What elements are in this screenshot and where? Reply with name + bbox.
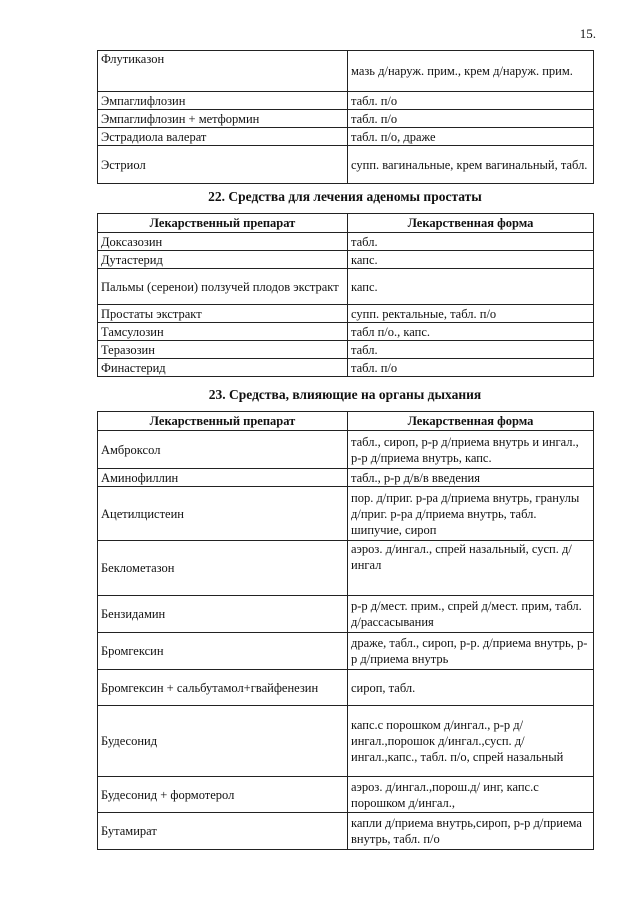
drug-form: пор. д/приг. р-ра д/приема внутрь, гранулы д/приг. р-ра д/приема внутрь, табл. шипучие, сироп — [348, 487, 594, 541]
drug-name: Финастерид — [98, 359, 348, 377]
drug-form: р-р д/мест. прим., спрей д/мест. прим, табл. д/рассасывания — [348, 596, 594, 633]
table-row — [98, 670, 594, 706]
drug-form: капс.с порошком д/ингал., р-р д/ингал.,порошок д/ингал.,сусп. д/ингал.,капс., табл. п/о, спрей назальный — [348, 706, 594, 777]
table-header-row — [98, 214, 594, 233]
drug-name: Эмпаглифлозин — [98, 92, 348, 110]
drug-form: табл., р-р д/в/в введения — [348, 469, 594, 487]
table-row — [98, 305, 594, 323]
continued-table-section — [97, 50, 593, 184]
drug-name: Ацетилцистеин — [98, 487, 348, 541]
section-title: 23. Средства, влияющие на органы дыхания — [208, 387, 482, 402]
table-row — [98, 431, 594, 469]
drug-form: табл п/о., капс. — [348, 323, 594, 341]
table-row — [98, 323, 594, 341]
table-row — [98, 541, 594, 596]
table-row — [98, 128, 594, 146]
header-form: Лекарственная форма — [348, 214, 594, 233]
drug-name: Аминофиллин — [98, 469, 348, 487]
drug-form: мазь д/наруж. прим., крем д/наруж. прим. — [348, 51, 594, 92]
section-23 — [97, 386, 593, 850]
drug-form: табл. п/о, драже — [348, 128, 594, 146]
drug-form: супп. вагинальные, крем вагинальный, табл. — [348, 146, 594, 184]
table-row — [98, 341, 594, 359]
header-drug: Лекарственный препарат — [98, 214, 348, 233]
prostate-drug-table — [97, 213, 594, 377]
table-row — [98, 233, 594, 251]
section-title: 22. Средства для лечения аденомы простаты — [208, 189, 482, 204]
drug-name: Тамсулозин — [98, 323, 348, 341]
drug-name: Бутамират — [98, 813, 348, 850]
table-row — [98, 777, 594, 813]
drug-name: Бромгексин — [98, 633, 348, 670]
header-form: Лекарственная форма — [348, 412, 594, 431]
drug-form: капс. — [348, 251, 594, 269]
drug-form: табл. п/о — [348, 110, 594, 128]
drug-form: капли д/приема внутрь,сироп, р-р д/приема внутрь, табл. п/о — [348, 813, 594, 850]
drug-name: Беклометазон — [98, 541, 348, 596]
drug-form: табл. п/о — [348, 92, 594, 110]
drug-name: Будесонид + формотерол — [98, 777, 348, 813]
table-row — [98, 359, 594, 377]
drug-name: Будесонид — [98, 706, 348, 777]
drug-form: табл. — [348, 341, 594, 359]
drug-form: аэроз. д/ингал.,порош.д/ инг, капс.с порошком д/ингал., — [348, 777, 594, 813]
drug-name: Пальмы (серенои) ползучей плодов экстракт — [98, 269, 348, 305]
drug-name: Бромгексин + сальбутамол+гвайфенезин — [98, 670, 348, 706]
table-row — [98, 596, 594, 633]
continued-drug-table — [97, 50, 594, 184]
drug-form: табл. — [348, 233, 594, 251]
drug-name: Эстриол — [98, 146, 348, 184]
section-22 — [97, 188, 593, 377]
drug-name: Теразозин — [98, 341, 348, 359]
table-row — [98, 813, 594, 850]
drug-name: Амброксол — [98, 431, 348, 469]
table-header-row — [98, 412, 594, 431]
table-row — [98, 269, 594, 305]
respiratory-drug-table — [97, 411, 594, 850]
drug-name: Простаты экстракт — [98, 305, 348, 323]
drug-name: Дутастерид — [98, 251, 348, 269]
table-row — [98, 633, 594, 670]
drug-name: Флутиказон — [98, 51, 348, 92]
drug-name: Эмпаглифлозин + метформин — [98, 110, 348, 128]
drug-form: драже, табл., сироп, р-р. д/приема внутрь, р-р д/приема внутрь — [348, 633, 594, 670]
table-row — [98, 251, 594, 269]
table-row — [98, 92, 594, 110]
table-row — [98, 706, 594, 777]
drug-form: капс. — [348, 269, 594, 305]
header-drug: Лекарственный препарат — [98, 412, 348, 431]
drug-form: табл. п/о — [348, 359, 594, 377]
table-row — [98, 110, 594, 128]
drug-form: сироп, табл. — [348, 670, 594, 706]
drug-name: Бензидамин — [98, 596, 348, 633]
drug-form: табл., сироп, р-р д/приема внутрь и ингал., р-р д/приема внутрь, капс. — [348, 431, 594, 469]
drug-name: Доксазозин — [98, 233, 348, 251]
drug-form: супп. ректальные, табл. п/о — [348, 305, 594, 323]
table-row — [98, 146, 594, 184]
drug-name: Эстрадиола валерат — [98, 128, 348, 146]
drug-form: аэроз. д/ингал., спрей назальный, сусп. д/ингал — [348, 541, 594, 596]
table-row — [98, 487, 594, 541]
table-row — [98, 469, 594, 487]
table-row — [98, 51, 594, 92]
page-number: 15. — [579, 26, 596, 41]
